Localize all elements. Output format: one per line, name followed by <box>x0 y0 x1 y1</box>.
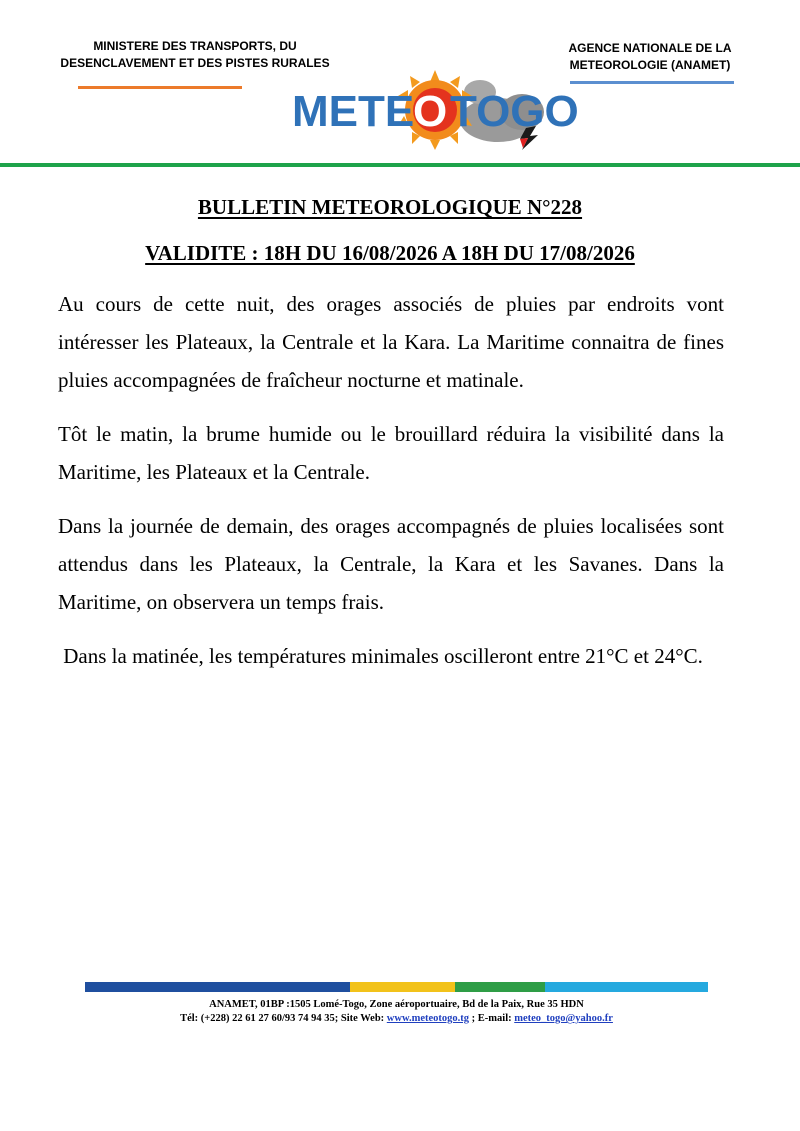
forecast-paragraph-morning: Tôt le matin, la brume humide ou le brouillard réduira la visibilité dans la Maritime, les Plateaux et la Centrale. <box>58 422 724 484</box>
footer-contact-line <box>85 1012 708 1026</box>
forecast-paragraph-night: Au cours de cette nuit, des orages associés de pluies par endroits vont intéresser les Plateaux, la Centrale et la Kara. La Maritime connaitra de fines pluies accompagnées de fraîcheur nocturne et matinale. <box>58 292 724 392</box>
logo-text-left: METE <box>292 87 415 136</box>
logo-text-right: TOGO <box>450 87 579 136</box>
forecast-paragraph-temperatures: Dans la matinée, les températures minimales oscilleront entre 21°C et 24°C. <box>58 644 703 668</box>
forecast-paragraph-day: Dans la journée de demain, des orages accompagnés de pluies localisées sont attendus dans les Plateaux, la Centrale, la Kara et les Savanes. Dans la Maritime, on observera un temps frais. <box>58 514 724 614</box>
footer-contact <box>85 998 708 1026</box>
ministry-name-line2: DESENCLAVEMENT ET DES PISTES RURALES <box>60 56 330 70</box>
ministry-name <box>40 38 350 72</box>
ministry-name-line1: MINISTERE DES TRANSPORTS, DU <box>93 39 297 53</box>
footer-bar-yellow <box>350 982 455 992</box>
footer-phone: Tél: (+228) 22 61 27 60/93 74 94 35; Site Web: <box>180 1013 387 1024</box>
bulletin-body <box>58 285 724 691</box>
bulletin-validity: VALIDITE : 18H DU 16/08/2026 A 18H DU 17/08/2026 <box>145 241 635 265</box>
footer-bar-green <box>455 982 545 992</box>
bulletin-title: BULLETIN METEOROLOGIQUE N°228 <box>197 195 583 219</box>
footer-address: ANAMET, 01BP :1505 Lomé-Togo, Zone aéroportuaire, Bd de la Paix, Rue 35 HDN <box>209 999 584 1010</box>
meteotogo-logo <box>290 68 600 150</box>
email-link[interactable]: meteo_togo@yahoo.fr <box>514 1013 613 1024</box>
agency-name-line1: AGENCE NATIONALE DE LA <box>568 41 732 55</box>
header-separator <box>0 163 800 167</box>
agency-name-line2: METEOROLOGIE (ANAMET) <box>569 58 731 72</box>
website-link[interactable]: www.meteotogo.tg <box>386 1013 470 1024</box>
footer-bar-cyan <box>545 982 708 992</box>
logo-text-o: O <box>413 87 448 136</box>
ministry-underline <box>78 86 242 89</box>
footer-email-label: ; E-mail: <box>469 1013 515 1024</box>
footer-bar-blue <box>85 982 350 992</box>
footer-color-bar <box>85 982 708 992</box>
